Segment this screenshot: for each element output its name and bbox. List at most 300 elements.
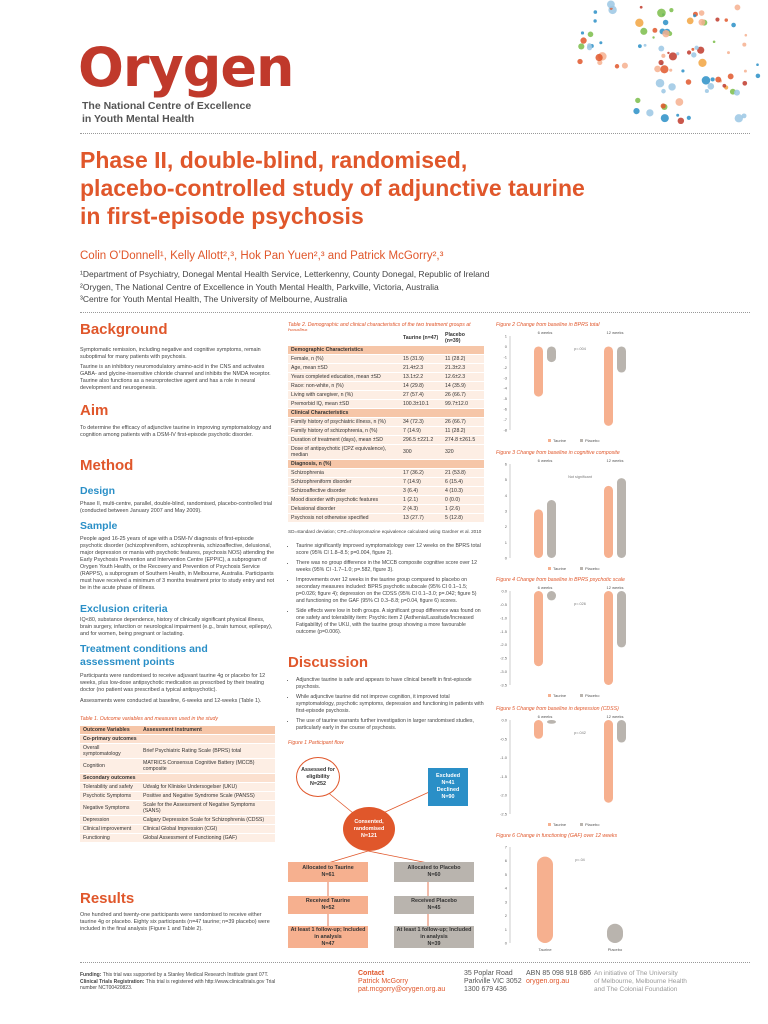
- table2-cell: 21 (53.8): [442, 469, 484, 478]
- bar-taurine: [604, 591, 613, 685]
- y-tick-label: -2.5: [500, 811, 507, 817]
- decorative-dot: [588, 32, 594, 38]
- chart-4: [496, 585, 656, 703]
- bar-placebo: [617, 720, 626, 743]
- treatment-text: Participants were randomised to receive adjuvant taurine 4g or placebo for 12 weeks, plus low-dose antipsychotic medication as prescribed by their treating doctor (no patient was prescribed a typical antipsychotic).: [80, 673, 266, 693]
- registration-text: This trial is registered with http://www.clinicaltrials.gov Trial number NCT00420823.: [80, 978, 276, 991]
- y-tick-label: -0.5: [500, 601, 507, 607]
- decorative-dot: [646, 109, 653, 116]
- decorative-dot: [699, 19, 706, 26]
- y-tick-label: -1.5: [500, 628, 507, 634]
- results-heading: Results: [80, 890, 135, 907]
- bar-taurine: [534, 591, 543, 666]
- flow-declined-label: Declined: [436, 787, 460, 793]
- figure-caption: Figure 5 Change from baseline in depression (CDSS): [496, 706, 619, 712]
- y-tick-label: 0: [504, 343, 507, 349]
- table1-group: Co-primary outcomes: [80, 735, 275, 744]
- table2-cell: Age, mean ±SD: [288, 364, 400, 373]
- y-tick-label: -7: [503, 417, 507, 423]
- table2-cell: Dose of antipsychotic (CPZ equivalence), median: [288, 445, 400, 460]
- y-tick-label: 0: [504, 555, 507, 561]
- flow-alloc-placebo-count: N=60: [427, 872, 441, 878]
- legend-swatch: [580, 823, 583, 826]
- tagline-line-1: The National Centre of Excellence: [82, 100, 252, 112]
- decorative-dot: [702, 76, 711, 85]
- category-label: 12 weeks: [606, 714, 624, 719]
- flow-fu-placebo-count: N=39: [427, 940, 441, 947]
- registration-label: Clinical Trials Registration:: [80, 978, 145, 985]
- flow-recv-placebo: [394, 896, 474, 914]
- bar-placebo: [547, 500, 556, 558]
- table1-cell: Scale for the Assessment of Negative Symptoms (SANS): [140, 801, 275, 816]
- table2-row: [288, 478, 484, 487]
- design-heading: Design: [80, 485, 116, 497]
- decorative-dot: [638, 44, 642, 48]
- table1-cell: Cognition: [80, 759, 140, 774]
- flow-alloc-taurine: [288, 862, 368, 882]
- decorative-dot: [640, 6, 643, 9]
- table2-cell: 14 (35.9): [442, 382, 484, 391]
- decorative-dot: [599, 41, 602, 44]
- decorative-dot: [593, 19, 596, 22]
- table2-cell: Living with caregiver, n (%): [288, 391, 400, 400]
- decorative-dot: [699, 10, 705, 16]
- decorative-dot: [669, 8, 673, 12]
- table2-cell: 17 (36.2): [400, 469, 442, 478]
- decorative-dot: [669, 52, 677, 60]
- bar-taurine: [604, 346, 613, 425]
- table2-cell: 21.3±2.3: [442, 364, 484, 373]
- table1-row: [80, 735, 275, 744]
- results-bullet: • There was no group difference in the MCCB composite cognitive score over 12 weeks (95% CI -1.7–1.0; p=.582, figure 3).: [296, 560, 484, 574]
- table1-row: [80, 783, 275, 792]
- significance-annotation: p=.04: [575, 858, 585, 862]
- footer-funding: [80, 972, 280, 992]
- legend-label: Placebo: [585, 566, 600, 571]
- decorative-dot: [607, 0, 615, 8]
- decorative-dot: [660, 65, 668, 73]
- decorative-dot: [728, 74, 734, 80]
- table2-cell: 274.8 ±261.5: [442, 436, 484, 445]
- decorative-dot: [667, 52, 669, 54]
- table2-cell: 21.4±2.3: [400, 364, 442, 373]
- decorative-dot: [580, 37, 586, 43]
- decorative-dot: [731, 23, 736, 28]
- dot-pattern-graphic: [560, 0, 768, 125]
- figure-caption: Figure 2 Change from baseline in BPRS total: [496, 322, 600, 328]
- affiliations: [80, 268, 489, 306]
- decorative-dot: [711, 77, 715, 81]
- table1-caption: Table 1. Outcome variables and measures used in the study: [80, 716, 218, 722]
- table1-cell: Calgary Depression Scale for Schizophrenia (CDSS): [140, 816, 275, 825]
- sample-heading: Sample: [80, 520, 118, 532]
- bar-taurine: [534, 509, 543, 558]
- table1-header: Assessment instrument: [140, 726, 275, 735]
- table2-cell: Psychosis not otherwise specified: [288, 514, 400, 523]
- flow-declined-count: N=90: [441, 794, 455, 800]
- bar-taurine: [604, 486, 613, 558]
- table2-row: [288, 355, 484, 364]
- bar-change: [607, 924, 623, 943]
- flow-recv-taurine-label: Received Taurine: [305, 898, 351, 904]
- divider: [80, 312, 750, 313]
- background-heading: Background: [80, 321, 168, 338]
- legend-swatch: [580, 567, 583, 570]
- y-tick-label: -5: [503, 396, 507, 402]
- decorative-dot: [678, 118, 684, 124]
- y-tick-label: 1: [504, 333, 507, 339]
- decorative-dot: [707, 83, 714, 90]
- table2-cell: 1 (2.6): [442, 505, 484, 514]
- table2-row: [288, 496, 484, 505]
- table2-group: Demographic Characteristics: [288, 346, 484, 355]
- significance-annotation: p=.004: [574, 347, 586, 351]
- category-label: 6 weeks: [537, 714, 553, 719]
- table2-cell: Schizophrenia: [288, 469, 400, 478]
- decorative-dot: [661, 54, 665, 58]
- table1-cell: Clinical Global Impression (CGI): [140, 825, 275, 834]
- decorative-dot: [675, 98, 683, 106]
- decorative-dot: [652, 36, 654, 38]
- aim-heading: Aim: [80, 402, 109, 419]
- footer-address: [464, 970, 522, 994]
- flow-alloc-taurine-label: Allocated to Taurine: [302, 865, 354, 871]
- y-tick-label: -1.5: [500, 773, 507, 779]
- y-tick-label: 6: [504, 461, 507, 467]
- decorative-dot: [640, 28, 647, 35]
- y-tick-label: 3: [504, 899, 507, 905]
- flow-recv-placebo-count: N=45: [427, 905, 441, 911]
- bar-taurine: [534, 720, 543, 739]
- y-tick-label: -2.0: [500, 792, 507, 798]
- bar-placebo: [547, 346, 556, 362]
- flow-consented-label: Consented, randomised: [353, 818, 385, 832]
- table2-row: [288, 391, 484, 400]
- y-tick-label: -3.0: [500, 669, 507, 675]
- decorative-dot: [644, 44, 647, 47]
- table2-cell: 13 (27.7): [400, 514, 442, 523]
- decorative-dot: [654, 66, 661, 73]
- flow-recv-taurine-count: N=52: [321, 905, 335, 911]
- aim-text: To determine the efficacy of adjunctive taurine in improving symptomatology and cognition among patients with a DSM-IV first-episode psychotic disorder.: [80, 425, 272, 438]
- decorative-dot: [661, 89, 666, 94]
- discussion-bullet: • The use of taurine warrants further investigation in larger randomised studies, particularly early in the course of psychosis.: [296, 718, 484, 732]
- table2-row: [288, 409, 484, 418]
- y-tick-label: 7: [504, 844, 507, 850]
- table2-cell: Schizoaffective disorder: [288, 487, 400, 496]
- category-label: Placebo: [607, 947, 623, 952]
- assessment-text: Assessments were conducted at baseline, 6-weeks and 12-weeks (Table 1).: [80, 698, 262, 704]
- table1-row: [80, 774, 275, 783]
- table1-row: [80, 744, 275, 759]
- affiliation-2: ²Orygen, The National Centre of Excellence in Youth Mental Health, Parkville, Victoria, Australia: [80, 281, 439, 292]
- table2-cell: 2 (4.3): [400, 505, 442, 514]
- decorative-dot: [715, 77, 721, 83]
- bar-placebo: [547, 591, 556, 600]
- decorative-dot: [722, 84, 726, 88]
- bar-placebo: [617, 591, 626, 647]
- y-tick-label: 4: [504, 885, 507, 891]
- table2-cell: 11 (28.2): [442, 427, 484, 436]
- table2-cell: 296.5 ±221.2: [400, 436, 442, 445]
- y-tick-label: -1.0: [500, 615, 507, 621]
- table1-cell: Negative Symptoms: [80, 801, 140, 816]
- decorative-dot: [622, 63, 628, 69]
- category-label: 6 weeks: [537, 585, 553, 590]
- tagline: [82, 100, 251, 126]
- table1-row: [80, 834, 275, 843]
- decorative-dot: [635, 19, 643, 27]
- decorative-dot: [681, 69, 684, 72]
- decorative-dot: [595, 54, 602, 61]
- flow-fu-taurine-label: At least 1 follow-up; Included in analysis: [290, 926, 366, 940]
- table2-row: [288, 400, 484, 409]
- title-line-1: Phase II, double-blind, randomised,: [80, 147, 468, 173]
- decorative-dot: [742, 113, 747, 118]
- legend-swatch: [548, 694, 551, 697]
- table2-row: [288, 469, 484, 478]
- significance-annotation: Not significant: [568, 475, 592, 479]
- table2-header: Placebo (n=39): [442, 331, 484, 346]
- y-tick-label: -2.5: [500, 655, 507, 661]
- figure-caption: Figure 4 Change from baseline in BPRS psychotic scale: [496, 577, 625, 583]
- y-tick-label: 1: [504, 926, 507, 932]
- significance-annotation: p=.042: [574, 731, 586, 735]
- decorative-dot: [687, 18, 694, 25]
- y-tick-label: -3.5: [500, 682, 507, 688]
- y-tick-label: 1: [504, 539, 507, 545]
- poster-title: [80, 146, 720, 230]
- decorative-dot: [581, 31, 584, 34]
- legend-label: Placebo: [585, 822, 600, 827]
- table2-cell: Premorbid IQ, mean ±SD: [288, 400, 400, 409]
- decorative-dot: [742, 43, 746, 47]
- table2-footnote: SD=standard deviation; CPZ=chlorpromazine equivalence calculated using Gardner et al. 2010: [288, 529, 482, 534]
- figure-caption: Figure 6 Change in functioning (GAF) over 12 weeks: [496, 833, 618, 839]
- funding-label: Funding:: [80, 972, 102, 978]
- background-text-2: Taurine is an inhibitory neuromodulatory amino-acid in the CNS and activates GABA- and glycine-insensitive chloride channel and inhibits the NMDA receptor. Taurine also functions as a neuroprotective agent and has a role in neural development and neurogenesis.: [80, 364, 271, 391]
- table2-caption: Table 2. Demographic and clinical characteristics of the two treatment groups at: [288, 322, 471, 328]
- table2-cell: 13.1±2.2: [400, 373, 442, 382]
- flow-excluded-count: N=41: [441, 780, 455, 786]
- decorative-dot: [693, 14, 696, 17]
- y-tick-label: 0: [504, 940, 507, 946]
- category-label: 12 weeks: [606, 585, 624, 590]
- table2-row: [288, 436, 484, 445]
- table1-group: Secondary outcomes: [80, 774, 275, 783]
- chart-6: [496, 841, 656, 961]
- table2-cell: 300: [400, 445, 442, 460]
- legend-swatch: [548, 439, 551, 442]
- table2-cell: Years completed education, mean ±SD: [288, 373, 400, 382]
- decorative-dot: [691, 48, 694, 51]
- table2-cell: 15 (31.9): [400, 355, 442, 364]
- y-tick-label: -3: [503, 375, 507, 381]
- decorative-dot: [687, 50, 691, 54]
- significance-annotation: p=.026: [574, 602, 586, 606]
- background-text-1: Symptomatic remission, including negative and cognitive symptoms, remain suboptimal for many patients with psychosis.: [80, 347, 261, 360]
- decorative-dot: [657, 9, 666, 18]
- decorative-dot: [633, 108, 639, 114]
- flow-alloc-placebo: [394, 862, 474, 882]
- y-tick-label: -0.5: [500, 736, 507, 742]
- chart-2: [496, 330, 656, 448]
- y-tick-label: 5: [504, 871, 507, 877]
- footer-initiative: [594, 970, 687, 994]
- table2-header: Taurine (n=47): [400, 331, 442, 346]
- table2-row: [288, 505, 484, 514]
- affiliation-3: ³Centre for Youth Mental Health, The University of Melbourne, Australia: [80, 294, 348, 304]
- decorative-dot: [663, 20, 668, 25]
- decorative-dot: [587, 43, 592, 48]
- y-tick-label: 5: [504, 477, 507, 483]
- decorative-dot: [735, 4, 741, 10]
- figure1-caption: Figure 1 Participant flow: [288, 740, 344, 746]
- legend-label: Placebo: [585, 693, 600, 698]
- table2-corner: [288, 331, 400, 346]
- y-tick-label: 0.0: [501, 717, 507, 723]
- abn: ABN 85 098 918 686: [526, 970, 591, 977]
- footer-abn: [526, 970, 591, 986]
- table2-cell: Family history of schizophrenia, n (%): [288, 427, 400, 436]
- table1-cell: Overall symptomatology: [80, 744, 140, 759]
- table2-row: [288, 427, 484, 436]
- table2-row: [288, 418, 484, 427]
- flow-excluded-label: Excluded: [436, 773, 460, 779]
- table2-cell: 1 (2.1): [400, 496, 442, 505]
- category-label: Taurine: [538, 947, 552, 952]
- table2-row: [288, 514, 484, 523]
- decorative-dot: [652, 28, 657, 33]
- decorative-dot: [656, 79, 665, 88]
- decorative-dot: [725, 18, 728, 21]
- decorative-dot: [577, 59, 582, 64]
- discussion-heading: Discussion: [288, 654, 369, 671]
- results-bullet: • Taurine significantly improved symptomatology over 12 weeks on the BPRS total score (95% CI 1.8–8.5; p=0.004, figure 2).: [296, 543, 484, 557]
- legend-swatch: [580, 694, 583, 697]
- table2-row: [288, 346, 484, 355]
- flow-recv-taurine: [288, 896, 368, 914]
- table2-cell: 7 (14.9): [400, 427, 442, 436]
- contact-email-link[interactable]: pat.mcgorry@orygen.org.au: [358, 986, 446, 993]
- decorative-dot: [742, 81, 747, 86]
- decorative-dot: [687, 116, 691, 120]
- table1-cell: MATRICS Consensus Cognitive Battery (MCCB) composite: [140, 759, 275, 774]
- orygen-logo: Orygen: [78, 36, 294, 99]
- y-tick-label: 3: [504, 508, 507, 514]
- figure-caption: Figure 3 Change from baseline in cognitive composite: [496, 450, 620, 456]
- decorative-dot: [745, 34, 748, 37]
- table1-cell: Psychotic Symptoms: [80, 792, 140, 801]
- flow-excluded: [428, 768, 468, 806]
- method-heading: Method: [80, 457, 134, 474]
- legend-swatch: [548, 567, 551, 570]
- table2: [288, 331, 484, 523]
- table2-cell: 99.7±12.0: [442, 400, 484, 409]
- y-tick-label: 6: [504, 858, 507, 864]
- table1-row: [80, 825, 275, 834]
- tagline-line-2: in Youth Mental Health: [82, 113, 195, 125]
- address-line-1: 35 Poplar Road: [464, 970, 513, 977]
- table1: [80, 726, 275, 843]
- table2-cell: Delusional disorder: [288, 505, 400, 514]
- table2-cell: Family history of psychiatric illness, n (%): [288, 418, 400, 427]
- discussion-bullet: • Adjunctive taurine is safe and appears to have clinical benefit in first-episode psychosis.: [296, 677, 484, 691]
- flow-assessed: [296, 757, 340, 797]
- initiative-line-1: An initiative of The University: [594, 970, 678, 977]
- decorative-dot: [662, 30, 669, 37]
- initiative-line-2: of Melbourne, Melbourne Health: [594, 978, 687, 985]
- y-tick-label: 4: [504, 492, 507, 498]
- flow-assessed-count: N=252: [309, 780, 327, 787]
- legend-swatch: [580, 439, 583, 442]
- table2-cell: Mood disorder with psychotic features: [288, 496, 400, 505]
- website-link[interactable]: orygen.org.au: [526, 978, 570, 985]
- y-tick-label: -4: [503, 385, 507, 391]
- results-bullet: • Side effects were low in both groups. A significant group difference was found on one safety and tolerability item: Psychic item 2 (Asthenia/Lassitude/Increased Fatigability) of the UKU, with the taurine group showing a more favourable outcome (p=0.006).: [296, 608, 484, 636]
- table2-row: [288, 460, 484, 469]
- table2-cell: 5 (12.8): [442, 514, 484, 523]
- divider: [80, 133, 750, 134]
- decorative-dot: [705, 89, 709, 93]
- discussion-bullets: [288, 677, 484, 735]
- table2-cell: 34 (72.3): [400, 418, 442, 427]
- exclusion-text: IQ<80, substance dependence, history of clinically significant physical illness, brain surgery, infarction or neurological impairment (e.g., brain tumour, epilepsy), and for women, being pregnant or lactating.: [80, 617, 273, 637]
- legend-label: Taurine: [553, 438, 567, 443]
- table2-cell: 6 (15.4): [442, 478, 484, 487]
- phone: 1300 679 436: [464, 986, 507, 993]
- table1-row: [80, 801, 275, 816]
- table1-cell: Tolerability and safety: [80, 783, 140, 792]
- category-label: 6 weeks: [537, 330, 553, 335]
- table2-cell: 7 (14.9): [400, 478, 442, 487]
- decorative-dot: [594, 10, 598, 14]
- y-tick-label: -6: [503, 406, 507, 412]
- table2-row: [288, 373, 484, 382]
- address-line-2: Parkville VIC 3052: [464, 978, 522, 985]
- table1-cell: Udvalg for Kliniske Undersogelser (UKU): [140, 783, 275, 792]
- table2-cell: 0 (0.0): [442, 496, 484, 505]
- decorative-dot: [694, 46, 698, 50]
- bar-taurine: [534, 346, 543, 396]
- y-tick-label: -2.0: [500, 642, 507, 648]
- table1-cell: Clinical improvement: [80, 825, 140, 834]
- table2-cell: 14 (29.8): [400, 382, 442, 391]
- bar-placebo: [617, 346, 626, 372]
- table2-cell: 3 (6.4): [400, 487, 442, 496]
- bar-taurine: [604, 720, 613, 803]
- contact-name: Patrick McGorry: [358, 978, 409, 985]
- table2-cell: 12.6±2.3: [442, 373, 484, 382]
- bar-placebo: [617, 478, 626, 558]
- decorative-dot: [686, 79, 692, 85]
- decorative-dot: [658, 60, 663, 65]
- title-line-3: in first-episode psychosis: [80, 203, 364, 229]
- table2-cell: 27 (57.4): [400, 391, 442, 400]
- flow-consented: [343, 807, 395, 851]
- title-line-2: placebo-controlled study of adjunctive taurine: [80, 175, 585, 201]
- design-text: Phase II, multi-centre, parallel, double-blind, randomised, placebo-controlled trial (conducted between January 2007 and May 2009).: [80, 501, 273, 514]
- table1-cell: Depression: [80, 816, 140, 825]
- table2-row: [288, 382, 484, 391]
- legend-label: Taurine: [553, 566, 567, 571]
- decorative-dot: [691, 52, 696, 57]
- decorative-dot: [676, 114, 679, 117]
- results-bullets: [288, 543, 484, 639]
- y-tick-label: 0.0: [501, 588, 507, 594]
- y-tick-label: 2: [504, 913, 507, 919]
- flow-assessed-label: Assessed for eligibility: [301, 766, 335, 780]
